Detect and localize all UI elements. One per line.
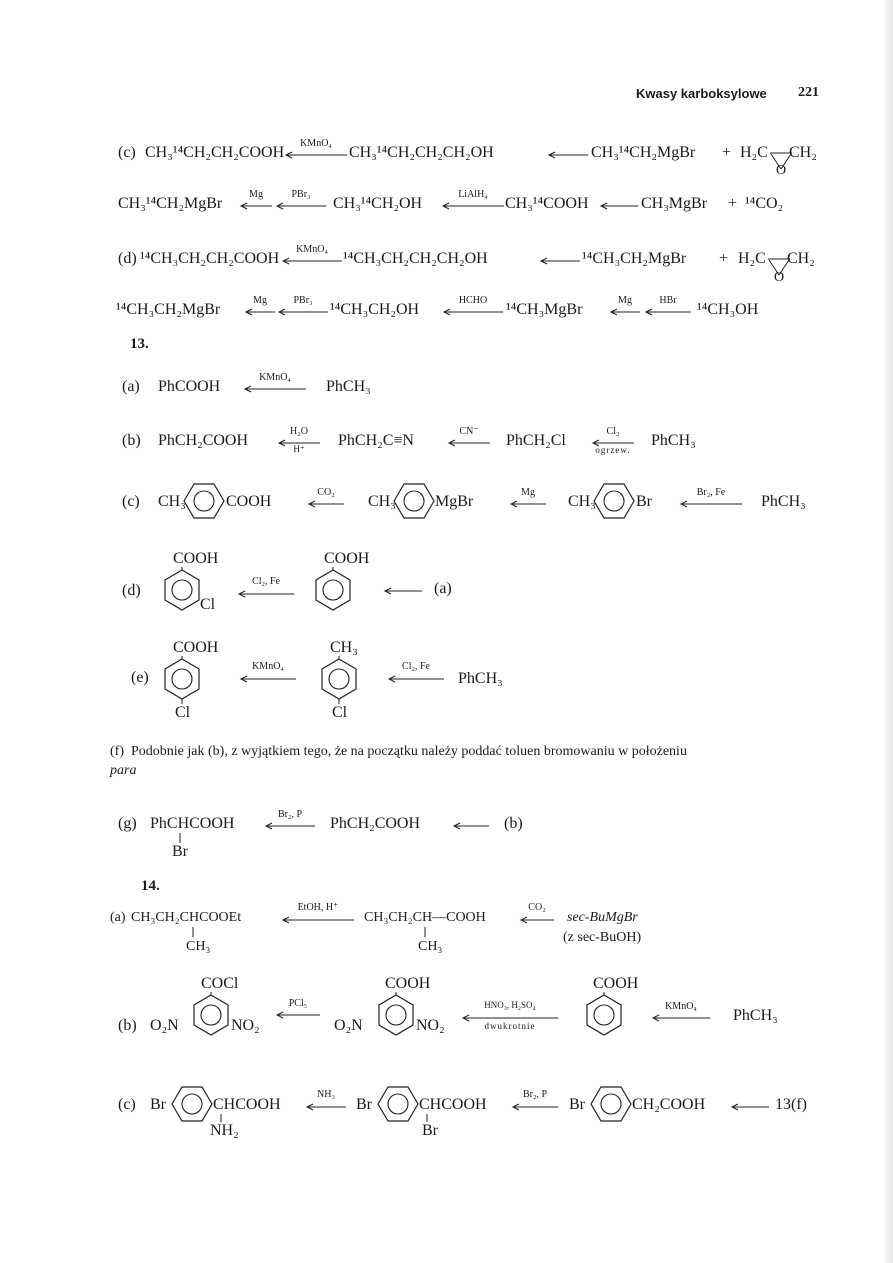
arrow-left [600,203,638,209]
arrow-left [276,1012,320,1018]
reagent: Br₂, Fe [696,487,726,498]
substituent: COOH [593,975,639,992]
label: (e) [131,669,149,686]
arrow-left [282,258,342,264]
arrow-left [610,309,640,315]
substituent: NH₂ [210,1122,239,1139]
arrow-left [512,1104,558,1110]
arrow-left [240,676,296,682]
substituent: CH₃ [368,493,396,510]
benzene-ring [314,567,352,613]
arrow-left [548,152,588,158]
benzene-ring [163,656,201,706]
compound: PhCH₂COOH [330,815,421,832]
compound: ¹⁴CH₃MgBr [506,301,583,318]
substituent: COOH [173,639,219,656]
compound: CH₃MgBr [641,195,708,212]
page-number: 221 [798,85,819,100]
label: (g) [118,815,137,832]
arrow-left [245,309,275,315]
arrow-left [276,203,326,209]
label: (d) [122,582,141,599]
reagent-compound: sec-BuMgBr [567,910,638,925]
substituent: Br [422,1122,438,1139]
arrow-left [510,501,546,507]
reagent: HNO₃, H₂SO₄ [484,1000,536,1010]
arrow-left [244,386,306,392]
compound: CH₃¹⁴CH₂MgBr [591,144,696,161]
arrow-left [443,309,503,315]
benzene-ring [593,483,635,519]
compound: CH₃CH₂CHCOOEt [131,910,242,925]
arrow-left [442,203,504,209]
compound: PhCOOH [158,378,221,395]
benzene-ring [377,992,415,1038]
bond-line [424,927,426,937]
reagent: dwukrotnie [484,1021,536,1031]
benzene-ring [192,992,230,1038]
reagent: HCHO [458,295,488,306]
substituent: CH₃ [418,939,443,954]
compound: ¹⁴CH₃CH₂OH [330,301,420,318]
reagent: PCl₅ [288,998,308,1009]
label: (f) [110,744,124,759]
compound: CH₃¹⁴CH₂MgBr [118,195,223,212]
substituent: Cl [332,704,348,721]
reference: (a) [434,580,452,597]
arrow-left [388,676,444,682]
reagent: Mg [249,189,263,200]
reagent: Br₂, P [277,809,303,820]
reference: (b) [504,815,523,832]
reagent: H₂O [290,426,308,437]
reagent: KMnO₄ [259,372,291,383]
substituent: Cl [175,704,191,721]
substituent: COCl [201,975,239,992]
compound: CH₃¹⁴CH₂CH₂COOH [145,144,285,161]
reference: 13(f) [775,1096,807,1113]
label: (b) [118,1017,137,1034]
reagent: PBr₃ [291,189,311,200]
arrow-left [238,591,294,597]
arrow-left [453,823,489,829]
reagent: NH₃ [317,1089,335,1100]
compound: PhCH₂Cl [506,432,566,449]
reagent: HBr [659,295,677,306]
arrow-left [306,1104,346,1110]
reagent: KMnO₄ [665,1001,697,1012]
arrow-left [540,258,580,264]
reagent: Cl₂ [606,426,620,437]
compound: PhCH₃ [326,378,371,395]
running-header: Kwasy karboksylowe [636,86,767,101]
substituent: CH₃ [330,639,358,656]
substituent: Br [636,493,652,510]
compound: PhCHCOOH [150,815,235,832]
label: (d) [118,250,137,267]
reagent: LiAlH₄ [458,189,488,200]
reagent: KMnO₄ [300,138,332,149]
benzene-ring [377,1086,419,1122]
compound: ¹⁴CO₂ [745,195,784,212]
reagent: CN⁻ [459,426,479,437]
arrow-left [645,309,691,315]
page-edge-shadow [884,0,893,1263]
arrow-left [282,917,354,923]
compound: CH₃¹⁴CH₂CH₂CH₂OH [349,144,494,161]
substituent: MgBr [435,493,474,510]
reagent: Cl₂, Fe [252,576,280,587]
substituent: COOH [385,975,431,992]
reagent: KMnO₄ [252,661,284,672]
reagent: KMnO₄ [296,244,328,255]
compound: PhCH₃ [761,493,806,510]
substituent: CH₃ [186,939,211,954]
section-number: 14. [141,878,160,894]
bond-line [220,1114,222,1122]
reagent: EtOH, H⁺ [297,902,339,913]
compound: CH₃CH₂CH—COOH [364,910,486,925]
benzene-ring [183,483,225,519]
paragraph-text: para [110,763,137,778]
arrow-left [285,152,347,158]
compound: CH₃¹⁴COOH [505,195,589,212]
substituent: CH₂COOH [632,1096,706,1113]
bond-line [192,927,194,937]
plus: + [728,195,738,212]
label: (c) [122,493,140,510]
compound: CH₃¹⁴CH₂OH [333,195,423,212]
arrow-left [384,588,422,594]
substituent: CH₃ [568,493,596,510]
arrow-left [448,440,490,446]
epoxide-oxygen: O [774,270,785,285]
plus: + [722,144,732,161]
benzene-ring [590,1086,632,1122]
label: (c) [118,144,136,161]
reagent: ogrzew. [595,445,631,455]
substituent: NO₂ [231,1017,260,1034]
arrow-left [278,309,328,315]
reagent: Cl₂, Fe [402,661,430,672]
substituent: COOH [226,493,272,510]
compound: PhCH₃ [458,670,503,687]
reagent: Mg [521,487,535,498]
substituent: O₂N [334,1017,363,1034]
reagent: CO₂ [528,902,546,913]
reagent: H⁺ [293,444,305,454]
substituent: Cl [200,596,216,613]
arrow-left [240,203,272,209]
arrow-left [265,823,315,829]
substituent: Br [569,1096,585,1113]
reagent: Mg [253,295,267,306]
epoxide-carbon: H₂C [738,250,766,267]
substituent: CHCOOH [213,1096,281,1113]
compound: PhCH₂C≡N [338,432,414,449]
benzene-ring [320,656,358,706]
benzene-ring [171,1086,213,1122]
substituent: Br [356,1096,372,1113]
bond-line [179,833,181,843]
benzene-ring [393,483,435,519]
compound: PhCH₃ [651,432,696,449]
compound: ¹⁴CH₃OH [697,301,759,318]
section-number: 13. [130,336,149,352]
label: (a) [122,378,140,395]
substituent: NO₂ [416,1017,445,1034]
arrow-left [680,501,742,507]
reagent: Br₂, P [522,1089,548,1100]
compound: ¹⁴CH₃CH₂MgBr [116,301,221,318]
plus: + [719,250,729,267]
epoxide-carbon: CH₂ [787,250,815,267]
substituent: CHCOOH [419,1096,487,1113]
note: (z sec-BuOH) [563,930,642,945]
label: (a) [110,910,126,925]
arrow-left [520,917,554,923]
bond-line [426,1114,428,1122]
compound: PhCH₃ [733,1007,778,1024]
paragraph-text: Podobnie jak (b), z wyjątkiem tego, że na początku należy poddać toluen bromowaniu w położeniu [131,744,687,759]
epoxide-oxygen: O [776,163,787,178]
compound: PhCH₂COOH [158,432,249,449]
reagent: PBr₃ [293,295,313,306]
substituent: COOH [173,550,219,567]
compound: ¹⁴CH₃CH₂CH₂CH₂OH [343,250,488,267]
benzene-ring [585,992,623,1038]
reagent: Mg [618,295,632,306]
substituent: Br [150,1096,166,1113]
epoxide-carbon: H₂C [740,144,768,161]
reagent: CO₂ [317,487,335,498]
compound: ¹⁴CH₃CH₂MgBr [582,250,687,267]
label: (b) [122,432,141,449]
epoxide-carbon: CH₂ [789,144,817,161]
arrow-left [731,1104,769,1110]
arrow-left [308,501,344,507]
substituent: CH₃ [158,493,186,510]
compound: ¹⁴CH₃CH₂CH₂COOH [140,250,280,267]
substituent: O₂N [150,1017,179,1034]
substituent: Br [172,843,188,860]
substituent: COOH [324,550,370,567]
label: (c) [118,1096,136,1113]
benzene-ring [163,567,201,613]
arrow-left [652,1015,710,1021]
